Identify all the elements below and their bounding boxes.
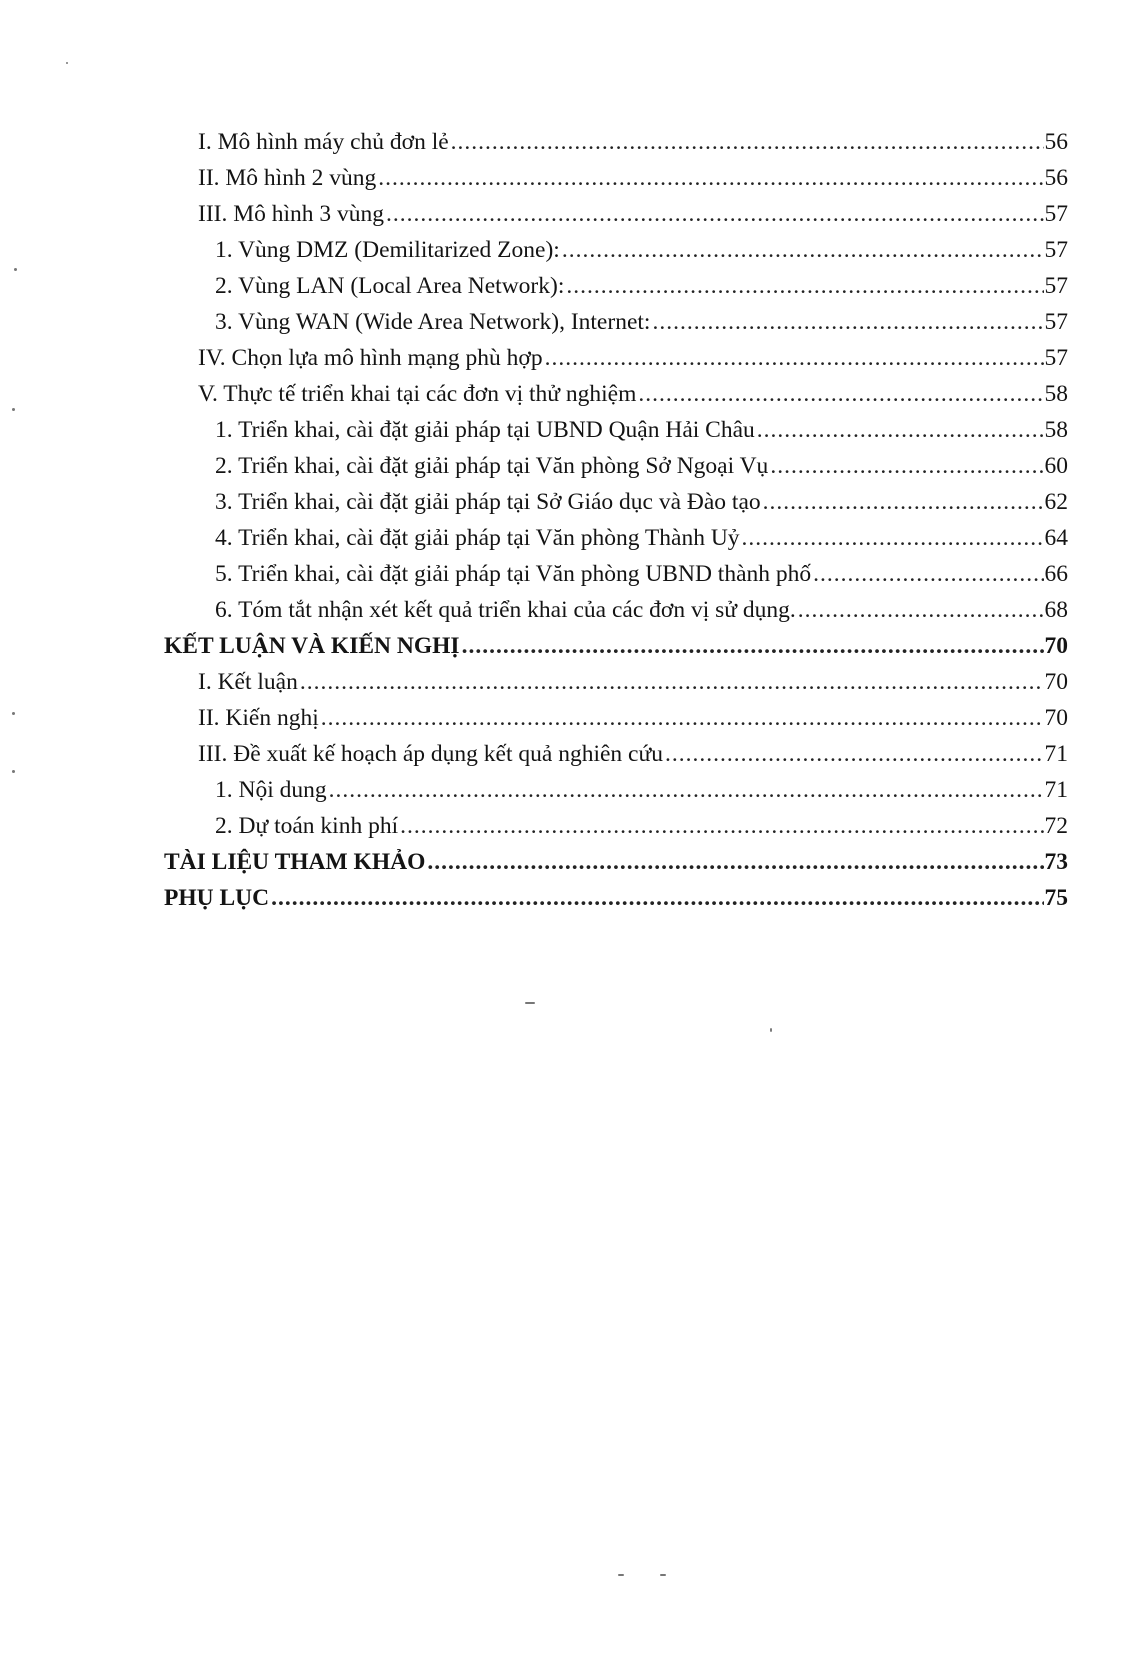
toc-entry-label: 3. Vùng WAN (Wide Area Network), Internet: [215, 309, 651, 335]
toc-entry-page: 60 [1044, 453, 1068, 479]
scan-speck [12, 408, 15, 411]
toc-entry[interactable] [198, 340, 1068, 376]
toc-entry-label: 1. Triển khai, cài đặt giải pháp tại UBND Quận Hải Châu [215, 417, 755, 443]
toc-entry[interactable] [198, 124, 1068, 160]
toc-entry-label: III. Mô hình 3 vùng [198, 201, 385, 227]
dot-leader [562, 232, 1044, 268]
toc-entry-page: 71 [1044, 741, 1068, 767]
toc-entry-page: 57 [1044, 201, 1068, 227]
toc-entry-label: II. Mô hình 2 vùng [198, 165, 377, 191]
toc-entry-label: V. Thực tế triển khai tại các đơn vị thử nghiệm [198, 381, 637, 407]
dot-leader [451, 124, 1044, 160]
toc-entry-label: PHỤ LỤC [164, 885, 270, 911]
toc-entry-heading[interactable] [164, 628, 1068, 664]
scan-speck [770, 1028, 772, 1032]
toc-entry-label: I. Mô hình máy chủ đơn lẻ [198, 129, 449, 155]
scan-speck [14, 268, 17, 271]
toc-entry[interactable] [215, 232, 1068, 268]
scan-speck [618, 1574, 624, 1576]
toc-entry-page: 62 [1044, 489, 1068, 515]
scan-speck [12, 712, 15, 715]
toc-entry-page: 57 [1044, 309, 1068, 335]
toc-entry[interactable] [215, 268, 1068, 304]
scan-speck [12, 770, 15, 773]
toc-entry-page: 57 [1044, 345, 1068, 371]
toc-entry-page: 66 [1044, 561, 1068, 587]
toc-entry-page: 57 [1044, 273, 1068, 299]
dot-leader [652, 304, 1043, 340]
toc-entry-label: 2. Vùng LAN (Local Area Network): [215, 273, 565, 299]
dot-leader [813, 556, 1043, 592]
toc-entry-page: 70 [1044, 669, 1068, 695]
toc-entry-page: 58 [1044, 381, 1068, 407]
toc-entry[interactable] [198, 160, 1068, 196]
toc-entry-label: 2. Dự toán kinh phí [215, 813, 399, 839]
dot-leader [300, 664, 1044, 700]
toc-entry[interactable] [198, 736, 1068, 772]
dot-leader [742, 520, 1044, 556]
toc-entry-page: 70 [1044, 705, 1068, 731]
toc-entry-label: 5. Triển khai, cài đặt giải pháp tại Văn phòng UBND thành phố [215, 561, 812, 587]
dot-leader [427, 844, 1043, 880]
dot-leader [386, 196, 1043, 232]
toc-entry[interactable] [198, 376, 1068, 412]
toc-entry-page: 68 [1044, 597, 1068, 623]
dot-leader [798, 592, 1044, 628]
toc-entry[interactable] [215, 412, 1068, 448]
toc-entry-label: KẾT LUẬN VÀ KIẾN NGHỊ [164, 633, 460, 659]
toc-entry-page: 71 [1044, 777, 1068, 803]
toc-entry[interactable] [215, 520, 1068, 556]
toc-entry[interactable] [215, 592, 1068, 628]
toc-entry-page: 72 [1044, 813, 1068, 839]
dot-leader [665, 736, 1044, 772]
toc-entry-page: 56 [1044, 129, 1068, 155]
toc-entry[interactable] [215, 484, 1068, 520]
toc-entry-page: 75 [1044, 885, 1068, 911]
dot-leader [763, 484, 1044, 520]
toc-entry-label: 6. Tóm tắt nhận xét kết quả triển khai của các đơn vị sử dụng. [215, 597, 796, 623]
toc-entry-heading[interactable] [164, 844, 1068, 880]
toc-entry-label: III. Đề xuất kế hoạch áp dụng kết quả nghiên cứu [198, 741, 663, 767]
dot-leader [400, 808, 1043, 844]
dot-leader [638, 376, 1043, 412]
dot-leader [462, 628, 1044, 664]
toc-entry-label: 4. Triển khai, cài đặt giải pháp tại Văn phòng Thành Uỷ [215, 525, 740, 551]
toc-entry[interactable] [215, 556, 1068, 592]
dot-leader [271, 880, 1043, 916]
toc-entry-label: 3. Triển khai, cài đặt giải pháp tại Sở Giáo dục và Đào tạo [215, 489, 761, 515]
toc-entry-page: 57 [1044, 237, 1068, 263]
toc-entry[interactable] [198, 196, 1068, 232]
toc-entry[interactable] [215, 772, 1068, 808]
toc-entry-label: 1. Vùng DMZ (Demilitarized Zone): [215, 237, 560, 263]
toc-entry[interactable] [215, 304, 1068, 340]
toc-entry[interactable] [198, 700, 1068, 736]
scan-speck [66, 62, 68, 64]
dot-leader [329, 772, 1044, 808]
dot-leader [321, 700, 1044, 736]
toc-entry-heading[interactable] [164, 880, 1068, 916]
dot-leader [378, 160, 1043, 196]
dot-leader [770, 448, 1043, 484]
toc-entry-label: I. Kết luận [198, 669, 298, 695]
toc-entry-page: 58 [1044, 417, 1068, 443]
toc-entry-label: 1. Nội dung [215, 777, 327, 803]
toc-entry-page: 73 [1044, 849, 1068, 875]
toc-entry-label: 2. Triển khai, cài đặt giải pháp tại Văn phòng Sở Ngoại Vụ [215, 453, 769, 479]
toc-entry-label: IV. Chọn lựa mô hình mạng phù hợp [198, 345, 543, 371]
toc-entry-page: 70 [1044, 633, 1068, 659]
dot-leader [566, 268, 1043, 304]
dot-leader [545, 340, 1044, 376]
toc-entry[interactable] [215, 808, 1068, 844]
toc-entry[interactable] [215, 448, 1068, 484]
toc-entry[interactable] [198, 664, 1068, 700]
toc-entry-label: TÀI LIỆU THAM KHẢO [164, 849, 426, 875]
scan-speck [525, 1002, 535, 1004]
toc-entry-label: II. Kiến nghị [198, 705, 319, 731]
dot-leader [757, 412, 1044, 448]
toc-entry-page: 56 [1044, 165, 1068, 191]
toc-entry-page: 64 [1044, 525, 1068, 551]
scan-speck [660, 1574, 666, 1576]
